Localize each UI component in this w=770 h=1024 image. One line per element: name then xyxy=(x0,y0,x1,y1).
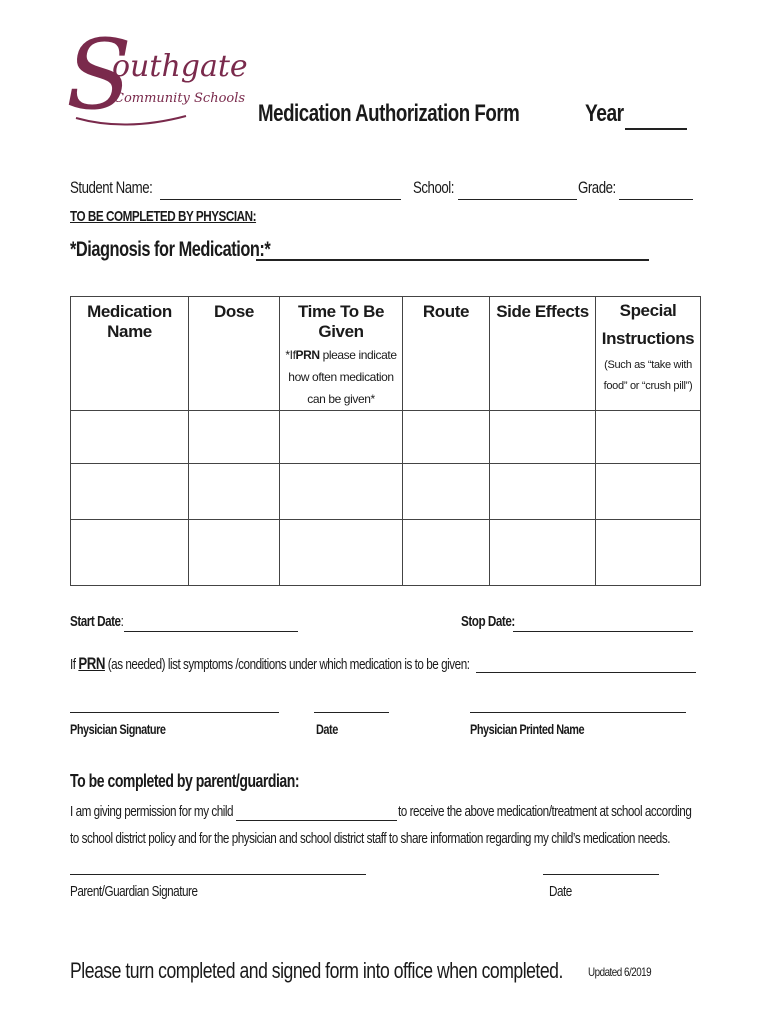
cell-dose[interactable] xyxy=(189,520,280,586)
col-route: Route xyxy=(403,297,490,411)
physician-date-field[interactable] xyxy=(314,700,389,713)
cell-route[interactable] xyxy=(403,464,490,520)
medication-table xyxy=(70,296,701,586)
cell-medication-name[interactable] xyxy=(71,411,189,464)
cell-dose[interactable] xyxy=(189,464,280,520)
child-name-field[interactable] xyxy=(236,808,397,821)
parent-permission-line-2: to school district policy and for the physician and school district staff to share information regarding my child’s medication needs. xyxy=(70,830,671,847)
parent-heading: To be completed by parent/guardian: xyxy=(70,771,300,791)
cell-side-effects[interactable] xyxy=(490,464,596,520)
parent-permission-line-a: I am giving permission for my child xyxy=(70,803,234,820)
submission-instruction: Please turn completed and signed form into office when completed. xyxy=(70,958,563,983)
cell-route[interactable] xyxy=(403,411,490,464)
grade-label: Grade: xyxy=(578,178,616,197)
student-name-field[interactable] xyxy=(160,186,401,200)
cell-special-instructions[interactable] xyxy=(596,520,701,586)
table-header-row xyxy=(71,297,701,411)
school-field[interactable] xyxy=(458,186,577,200)
form-title: Medication Authorization Form xyxy=(258,100,520,127)
table-row xyxy=(71,411,701,464)
parent-signature-label: Parent/Guardian Signature xyxy=(70,883,198,900)
cell-special-instructions[interactable] xyxy=(596,411,701,464)
cell-dose[interactable] xyxy=(189,411,280,464)
parent-date-label: Date xyxy=(549,883,572,900)
physician-signature-field[interactable] xyxy=(70,700,279,713)
cell-side-effects[interactable] xyxy=(490,411,596,464)
cell-time[interactable] xyxy=(280,464,403,520)
cell-time[interactable] xyxy=(280,411,403,464)
physician-date-label: Date xyxy=(316,721,338,737)
table-row xyxy=(71,464,701,520)
parent-permission-line-b: to receive the above medication/treatment at school according xyxy=(398,803,692,820)
southgate-logo xyxy=(66,19,248,132)
cell-side-effects[interactable] xyxy=(490,520,596,586)
student-name-label: Student Name: xyxy=(70,178,153,197)
physician-heading: TO BE COMPLETED BY PHYSCIAN: xyxy=(70,208,257,225)
year-field[interactable] xyxy=(625,106,687,130)
col-time-to-be-given: Time To Be Given *IfPRN please indicate how often medication can be given* xyxy=(280,297,403,411)
cell-route[interactable] xyxy=(403,520,490,586)
col-side-effects: Side Effects xyxy=(490,297,596,411)
physician-printed-name-label: Physician Printed Name xyxy=(470,721,585,737)
table-row xyxy=(71,520,701,586)
col-dose: Dose xyxy=(189,297,280,411)
year-label: Year xyxy=(585,100,624,127)
diagnosis-label: *Diagnosis for Medication:* xyxy=(70,238,271,261)
grade-field[interactable] xyxy=(619,186,693,200)
stop-date-label: Stop Date: xyxy=(461,613,515,630)
start-date-label: Start Date: xyxy=(70,613,124,630)
col-special-instructions: Special Instructions (Such as “take with food” or “crush pill”) xyxy=(596,297,701,411)
stop-date-field[interactable] xyxy=(513,618,693,632)
diagnosis-field[interactable] xyxy=(256,245,649,261)
parent-signature-field[interactable] xyxy=(70,862,366,875)
parent-date-field[interactable] xyxy=(543,862,659,875)
physician-printed-name-field[interactable] xyxy=(470,700,686,713)
cell-medication-name[interactable] xyxy=(71,464,189,520)
updated-date: Updated 6/2019 xyxy=(588,965,652,979)
physician-signature-label: Physician Signature xyxy=(70,721,166,737)
cell-time[interactable] xyxy=(280,520,403,586)
start-date-field[interactable] xyxy=(124,618,298,632)
svg-text:S: S xyxy=(66,19,132,131)
prn-symptoms-field[interactable] xyxy=(476,660,696,673)
col-medication-name: Medication Name xyxy=(71,297,189,411)
school-label: School: xyxy=(413,178,454,197)
svg-text:Community Schools: Community Schools xyxy=(114,91,246,106)
cell-medication-name[interactable] xyxy=(71,520,189,586)
prn-instructions: If PRN (as needed) list symptoms /conditions under which medication is to be given: xyxy=(70,654,470,673)
svg-text:outhgate: outhgate xyxy=(112,49,248,84)
cell-special-instructions[interactable] xyxy=(596,464,701,520)
